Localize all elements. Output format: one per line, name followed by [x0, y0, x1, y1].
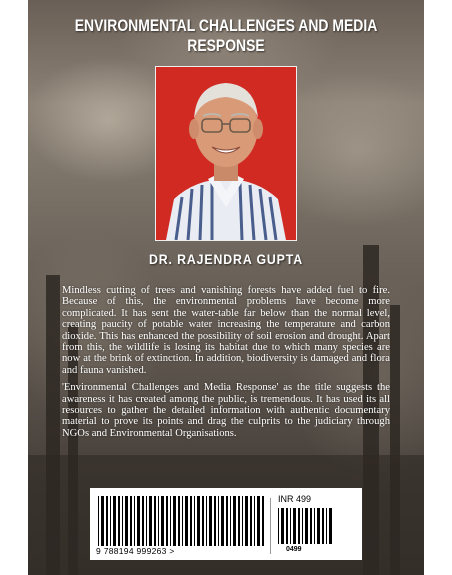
barcode-bar: [173, 496, 176, 546]
barcode-bar: [245, 496, 248, 546]
blurb-paragraph: 'Environmental Challenges and Media Response' as the title suggests the awareness it has created among the public, is tremendous. It has used its all resources to gather the detailed information with authentic documentary material to prove its points and drag the culprits to the judiciary through NGOs and Environmental Organisations.: [62, 382, 390, 439]
barcode-bar: [206, 496, 207, 546]
barcode-bar: [166, 496, 168, 546]
barcode-bar: [230, 496, 231, 546]
barcode-bar: [310, 508, 312, 544]
barcode-bar: [134, 496, 135, 546]
barcode-bar: [101, 496, 104, 546]
barcode-bar: [146, 496, 147, 546]
barcode-bar: [214, 496, 216, 546]
barcode-bar: [298, 508, 300, 544]
barcode-bar: [137, 496, 140, 546]
price-barcode: [278, 508, 334, 544]
barcode-bar: [194, 496, 195, 546]
barcode-bar: [178, 496, 180, 546]
barcode-bar: [125, 496, 128, 546]
barcode-bar: [286, 508, 288, 544]
barcode-bar: [106, 496, 108, 546]
barcode-bar: [257, 496, 260, 546]
barcode-bar: [209, 496, 212, 546]
barcode-bar: [113, 496, 116, 546]
barcode-bar: [161, 496, 164, 546]
price-label: INR 499: [278, 494, 312, 504]
barcode-bar: [221, 496, 224, 546]
barcode-bar: [170, 496, 171, 546]
author-name: DR. RAJENDRA GUPTA: [148, 251, 304, 267]
barcode-bar: [305, 508, 308, 544]
barcode-bar: [158, 496, 159, 546]
blurb-text: [62, 285, 390, 445]
barcode-bar: [226, 496, 228, 546]
barcode-bar: [278, 508, 279, 544]
barcode-bar: [218, 496, 219, 546]
author-portrait-image: [156, 67, 296, 240]
barcode-bar: [190, 496, 192, 546]
author-photo: [155, 66, 297, 241]
barcode-divider: [270, 498, 271, 554]
isbn-number: 9 788194 999263 >: [96, 546, 175, 556]
isbn-barcode: [98, 496, 266, 546]
barcode-bar: [122, 496, 123, 546]
barcode-bar: [317, 508, 320, 544]
book-title: ENVIRONMENTAL CHALLENGES AND MEDIA RESPONSE: [74, 16, 378, 55]
barcode-bar: [154, 496, 156, 546]
barcode-bar: [149, 496, 152, 546]
barcode-bar: [98, 496, 99, 546]
barcode-bar: [326, 508, 327, 544]
barcode-bar: [233, 496, 236, 546]
price-code: 0499: [286, 546, 302, 553]
barcode-bar: [250, 496, 252, 546]
barcode-bar: [242, 496, 243, 546]
barcode-bar: [197, 496, 200, 546]
barcode-bar: [185, 496, 188, 546]
barcode-bar: [118, 496, 120, 546]
barcode-bar: [293, 508, 296, 544]
barcode-bar: [314, 508, 315, 544]
barcode-bar: [281, 508, 284, 544]
barcode-bar: [202, 496, 204, 546]
barcode-bar: [262, 496, 264, 546]
barcode-bar: [254, 496, 255, 546]
barcode-bar: [142, 496, 144, 546]
barcode-bar: [329, 508, 332, 544]
book-back-cover: [28, 0, 424, 575]
barcode-bar: [290, 508, 291, 544]
barcode-bar: [182, 496, 183, 546]
blurb-paragraph: Mindless cutting of trees and vanishing forests have added fuel to fire. Because of this, the environmental problems have become more complicated. It has sent the water-table far below than the normal level, creating paucity of potable water increasing the temperature and carbon dioxide. This has enhanced the possibility of soil erosion and drought. Apart from this, the wildlife is losing its habitat due to which many species are now at the brink of extinction. In addition, biodiversity is damaged and flora and fauna vanished.: [62, 285, 390, 376]
barcode-bar: [110, 496, 111, 546]
barcode-bar: [322, 508, 324, 544]
barcode-bar: [302, 508, 303, 544]
barcode-bar: [130, 496, 132, 546]
barcode-bar: [238, 496, 240, 546]
barcode-panel: [90, 488, 362, 560]
